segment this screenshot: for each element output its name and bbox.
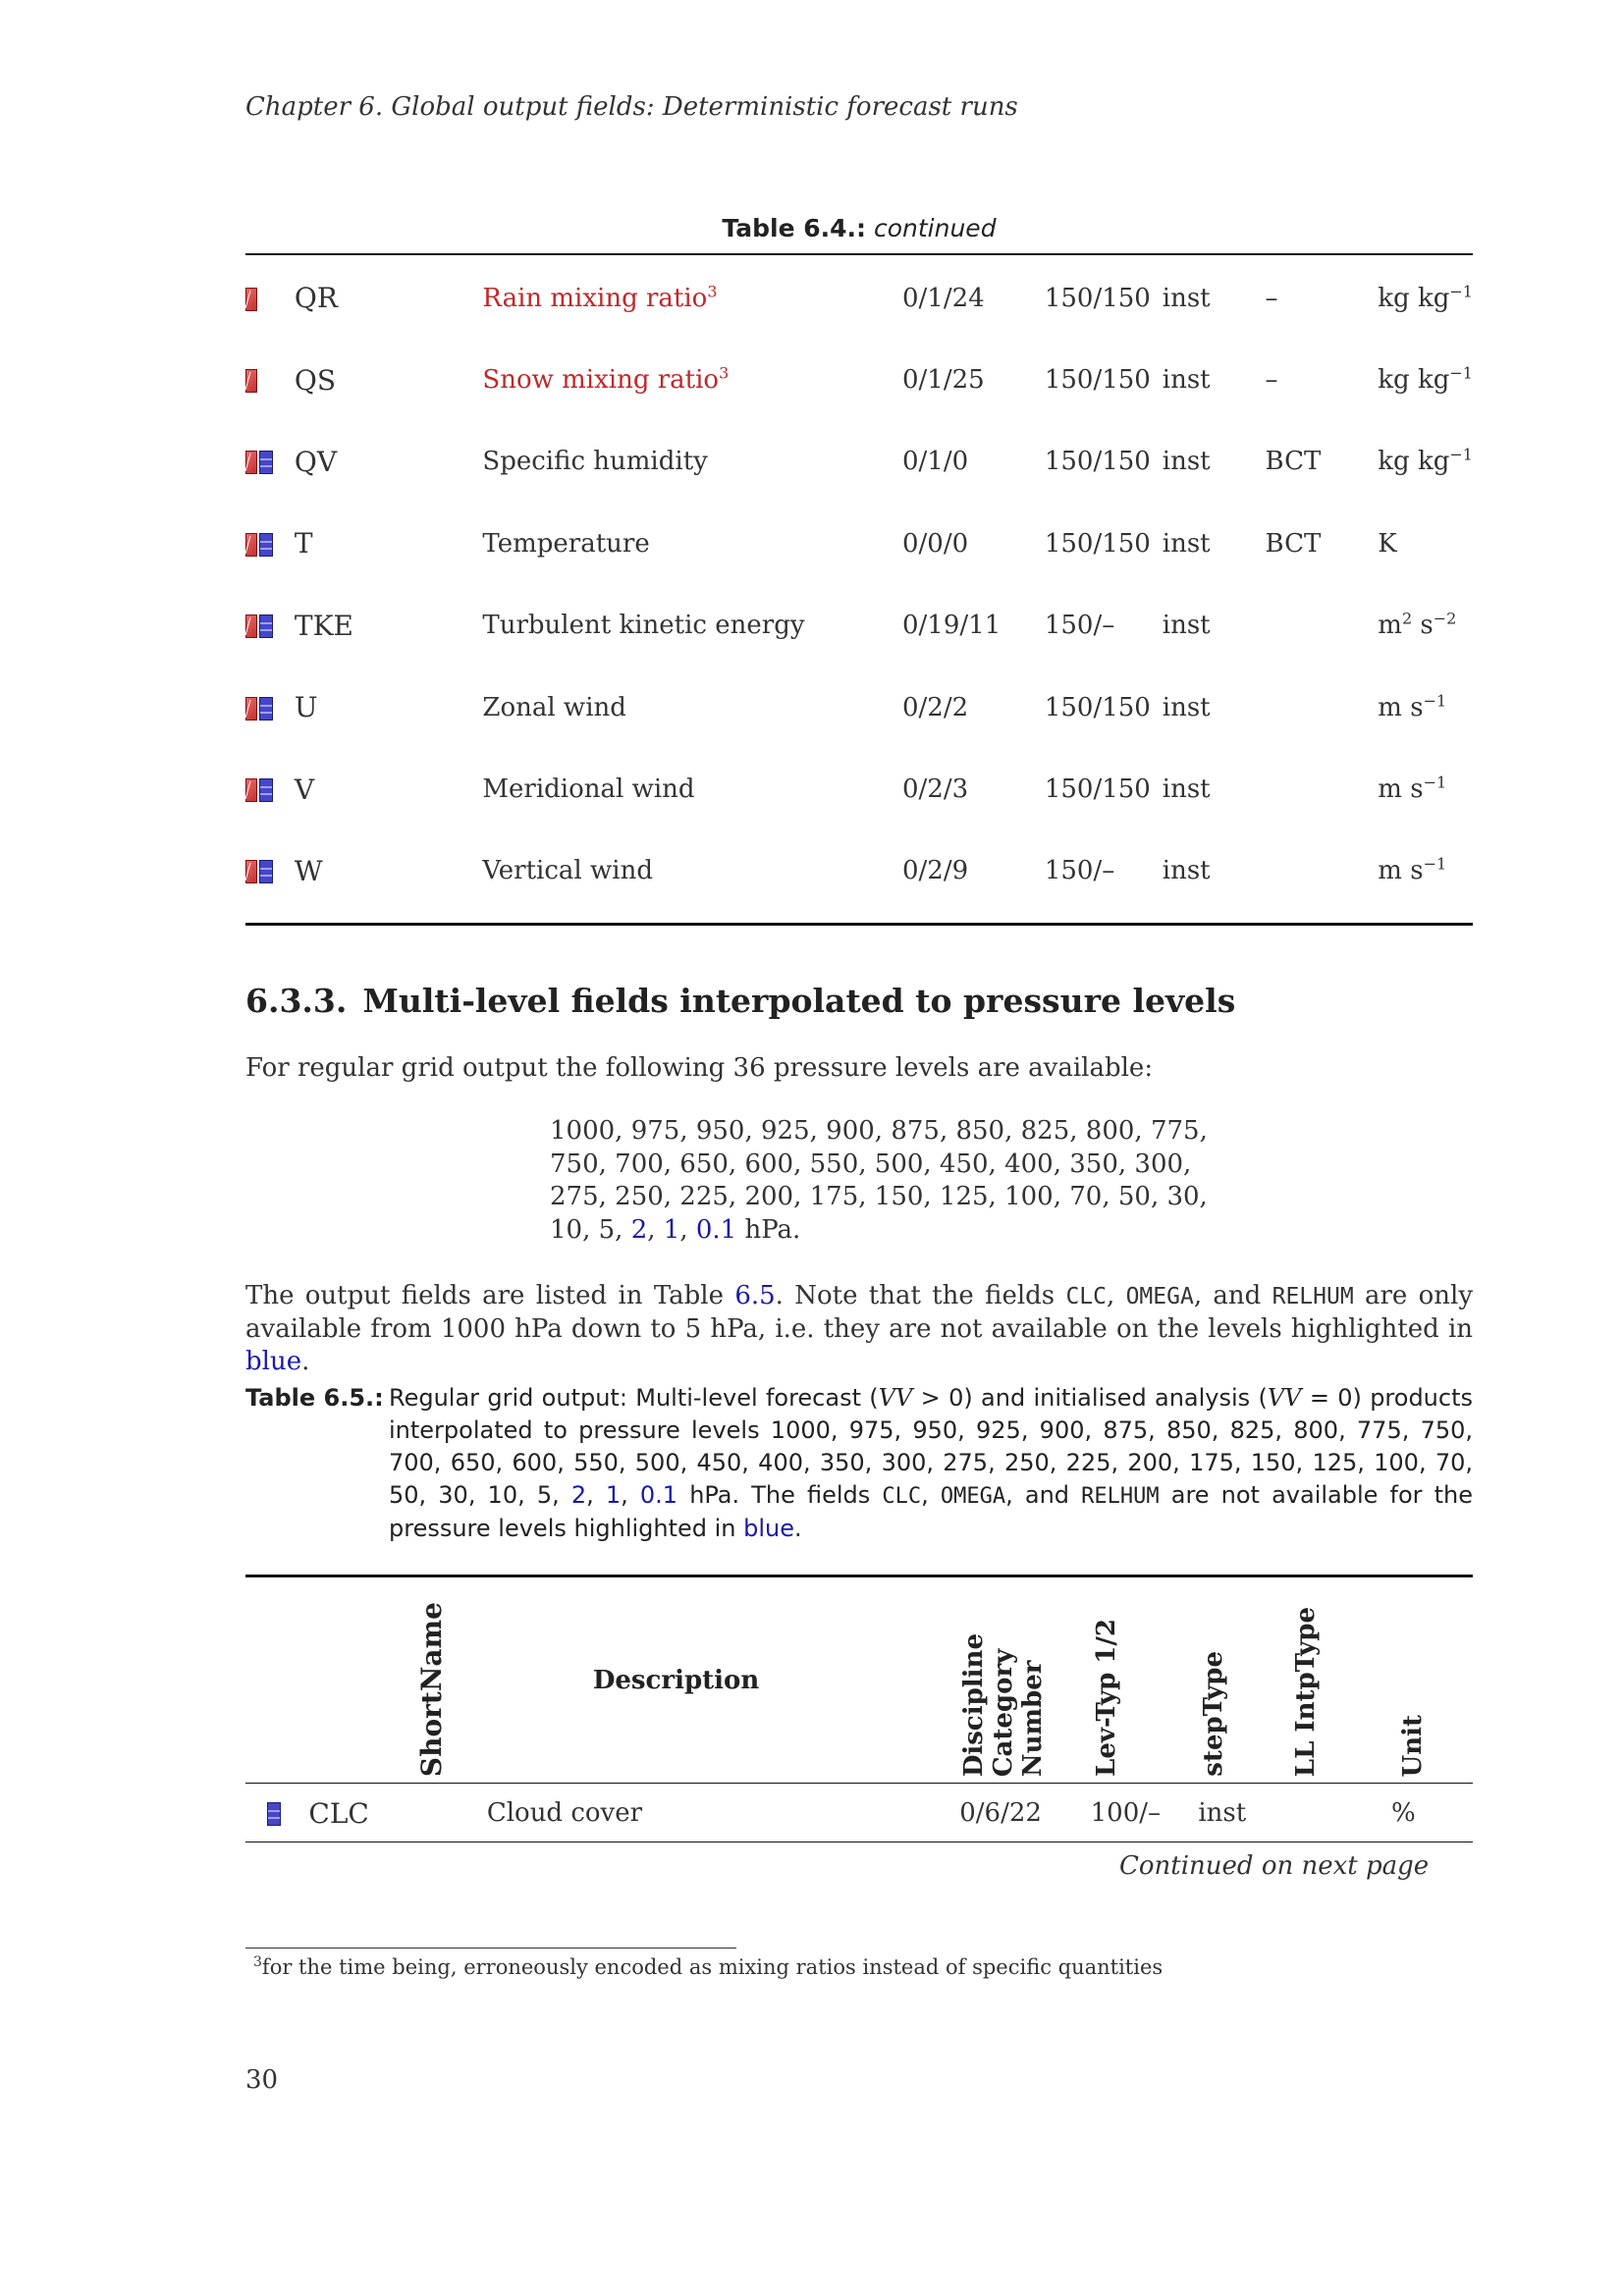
table-row [245,339,1473,420]
intptype-cell: BCT [1265,528,1322,559]
icon-cell [245,421,295,503]
icon-cell [245,748,295,829]
description-text: Zonal wind [482,692,626,722]
product-availability-icon [245,778,273,802]
unit-exponent: −2 [1433,609,1457,628]
intptype-cell: – [1265,365,1278,396]
text: . [301,1347,310,1376]
intptype-cell: BCT [1265,447,1322,477]
header-unit-text: Unit [1397,1714,1428,1777]
unit-base: m [1378,611,1402,641]
table-row [245,748,1473,829]
grib-code-cell: 0/2/2 [902,692,969,722]
shortname-cell: W [294,854,323,887]
description-text: Meridional wind [482,774,695,805]
description-cell [482,421,902,503]
text: , [1107,1281,1126,1310]
level-link[interactable]: 1 [605,1481,622,1509]
forecast-icon [259,778,273,802]
header-category-text: Category [989,1648,1019,1777]
header-spacer [245,1577,308,1784]
table-6-4-bottom-rule [245,923,1473,926]
text: are not available for the pressure levels highlighted in [389,1481,1474,1542]
header-steptype [1198,1577,1289,1784]
footnote-mark: 3 [253,1954,262,1970]
icon-cell [245,667,295,748]
unit-base: K [1378,528,1397,559]
levtyp-cell: 150/150 [1044,283,1151,313]
field-name: CLC [882,1484,922,1509]
description-cell[interactable] [482,257,902,339]
intro-paragraph: For regular grid output the following 36 pressure levels are available: [245,1053,1154,1083]
grib-code-cell: 0/6/22 [959,1798,1042,1828]
unit-base: kg kg [1378,365,1450,396]
header-description [487,1577,959,1784]
intptype-cell [1266,830,1379,912]
unit-exponent: 2 [1401,609,1413,628]
footnote-ref[interactable]: 3 [719,363,730,383]
field-name: OMEGA [940,1484,1006,1509]
intptype-cell [1266,748,1379,829]
description-text: Temperature [482,528,650,559]
unit-cell [1378,667,1473,748]
unit-exponent: −1 [1449,445,1473,464]
blue-word: blue [743,1515,795,1542]
intptype-cell [1290,1784,1385,1842]
header-steptype-text: stepType [1199,1651,1229,1777]
steptype-cell: inst [1162,283,1211,313]
table-row [245,830,1473,912]
table-row [245,503,1473,584]
product-availability-icon [245,860,273,883]
levels-line: 1000, 975, 950, 925, 900, 875, 850, 825, 800, 775, [550,1116,1208,1146]
unit-base: kg kg [1378,447,1450,477]
table-6-4-top-rule [245,253,1473,255]
footnote [253,1955,1163,1979]
unit-base: kg kg [1378,283,1450,313]
header-discipline-text: Discipline [959,1632,990,1777]
analysis-icon [245,697,257,721]
levels-text: 10, 5, [550,1214,631,1245]
analysis-icon [245,451,257,474]
text: , [621,1481,640,1509]
unit-cell [1378,257,1473,339]
levtyp-cell: 150/150 [1044,528,1151,559]
levels-line [550,1214,1208,1248]
product-availability-icon [245,288,257,311]
grib-code-cell: 0/1/24 [902,283,985,313]
text: hPa. The fields [677,1481,883,1509]
analysis-icon [245,778,257,802]
intptype-cell [1266,667,1379,748]
levtyp-cell: 100/– [1090,1798,1162,1828]
icon-cell [245,503,295,584]
description-text: Snow mixing ratio [482,365,720,396]
product-availability-icon [245,533,273,557]
description-cell [482,830,902,912]
footnote-text: for the time being, erroneously encoded as mixing ratios instead of specific quantities [261,1955,1164,1979]
table-6-5-body [245,1784,1473,1842]
unit-cell [1378,748,1473,829]
unit-cell [1378,339,1473,420]
forecast-icon [259,451,273,474]
description-text: Vertical wind [482,856,653,886]
header-intptype-text: LL IntpType [1290,1606,1321,1777]
unit-base: m s [1378,856,1424,886]
page-number: 30 [245,2065,279,2095]
table-row [245,257,1473,339]
description-text: Specific humidity [482,447,708,477]
levtyp-cell: 150/150 [1044,447,1151,477]
math-var: VV [878,1384,913,1412]
text: , and [1193,1281,1272,1310]
steptype-cell: inst [1162,447,1211,477]
unit-exponent: −1 [1423,690,1447,710]
forecast-icon [259,614,273,638]
description-cell[interactable] [482,339,902,420]
grib-code-cell: 0/19/11 [902,611,1001,641]
field-name: OMEGA [1125,1284,1194,1309]
text: , [921,1481,941,1509]
levels-sep: , [679,1214,696,1245]
text: . Note that the fields [775,1281,1066,1310]
levtyp-cell: 150/150 [1044,774,1151,805]
steptype-cell: inst [1162,365,1211,396]
unit-cell [1378,421,1473,503]
text: , [586,1481,606,1509]
shortname-cell: T [294,527,313,561]
levels-line: 275, 250, 225, 200, 175, 150, 125, 100, 70, 50, 30, [550,1182,1208,1211]
product-availability-icon [245,697,273,721]
table-6-5-label: Table 6.5.: [245,1384,384,1412]
description-text: Turbulent kinetic energy [482,611,805,641]
pressure-levels-list [550,1115,1208,1247]
table-header-row [245,1577,1473,1784]
icon-cell [245,830,295,912]
steptype-cell: inst [1162,856,1211,886]
text: The output fields are listed in Table [245,1281,735,1310]
header-shortname-text: ShortName [415,1601,449,1777]
text: = 0) products interpolated to pressure levels 1000, 975, 950, 925, 900, 875, 850, 825, 800, 775, 750, 700, 650, 600, 550, 500, 450, 400, 350, 300, 275, 250, 225, 200, 175, 150, 125, 100, 70, 50, 30, 10, 5, [389,1384,1474,1509]
levtyp-cell: 150/– [1044,611,1115,641]
steptype-cell: inst [1162,611,1211,641]
icon-cell [245,1784,308,1842]
table-row [245,1784,1473,1842]
shortname-cell: CLC [308,1796,369,1830]
intptype-cell [1266,585,1379,667]
levels-unit: hPa. [736,1214,801,1245]
analysis-icon [245,288,257,311]
description-cell [482,585,902,667]
unit-base: m s [1378,774,1424,805]
level-link[interactable]: 0.1 [639,1481,678,1509]
grib-code-cell: 0/2/9 [902,856,969,886]
analysis-icon [245,860,257,883]
icon-cell [245,257,295,339]
table-6-4-body [245,257,1473,912]
description-text: Rain mixing ratio [482,283,708,313]
product-availability-icon [267,1802,281,1826]
level-link[interactable]: 0.1 [695,1214,737,1245]
levtyp-cell: 150/– [1044,856,1115,886]
description-cell [482,667,902,748]
intptype-cell: – [1265,283,1278,313]
table-6-5-header-rule [245,1783,1473,1784]
unit-cell: % [1390,1798,1416,1828]
grib-code-cell: 0/2/3 [902,774,969,805]
header-levtyp-text: Lev-Typ 1/2 [1091,1619,1121,1777]
table-row [245,421,1473,503]
grib-code-cell: 0/1/25 [902,365,985,396]
table-6-4 [245,257,1473,912]
levtyp-cell: 150/150 [1044,692,1151,722]
header-intptype [1290,1577,1385,1784]
running-head: Chapter 6. Global output fields: Deterministic forecast runs [245,92,1018,122]
text: Regular grid output: Multi-level forecast ( [389,1384,879,1412]
analysis-icon [245,614,257,638]
level-link[interactable]: 2 [570,1481,587,1509]
table-6-5-caption-body [389,1382,1473,1545]
levtyp-cell: 150/150 [1044,365,1151,396]
unit-cell [1378,585,1473,667]
shortname-cell: U [294,691,318,724]
header-description-text: Description [592,1666,760,1695]
continued-on-next-page: Continued on next page [1119,1851,1430,1881]
header-discipline [959,1577,1090,1784]
table-6-4-continued: continued [873,214,997,242]
level-link[interactable]: 2 [630,1214,648,1245]
icon-cell [245,585,295,667]
shortname-cell: TKE [294,609,353,642]
product-availability-icon [245,614,273,638]
description-cell [482,748,902,829]
table-6-4-caption [245,214,1473,242]
text: , and [1005,1481,1082,1509]
text: are only available from 1000 hPa down to 5 hPa, i.e. they are not available on the levels highlighted in [245,1281,1474,1344]
footnote-rule [245,1948,736,1949]
section-number: 6.3.3. [245,982,348,1020]
description-cell: Cloud cover [486,1798,643,1828]
unit-exponent: −1 [1423,854,1447,874]
blue-word: blue [245,1347,302,1376]
section-heading [245,982,1235,1020]
grib-code-cell: 0/1/0 [902,447,969,477]
shortname-cell: V [294,773,315,806]
unit-base: m s [1378,692,1424,722]
level-link[interactable]: 1 [663,1214,680,1245]
steptype-cell: inst [1198,1798,1247,1828]
header-levtyp [1091,1577,1199,1784]
product-availability-icon [245,451,273,474]
field-name: RELHUM [1272,1284,1354,1309]
product-availability-icon [245,369,257,393]
field-name: CLC [1065,1284,1107,1309]
steptype-cell: inst [1162,774,1211,805]
steptype-cell: inst [1162,528,1211,559]
grib-code-cell: 0/0/0 [902,528,969,559]
forecast-icon [267,1802,281,1826]
unit-exponent: −1 [1449,282,1473,301]
unit-exponent: −1 [1449,363,1473,383]
analysis-icon [245,369,257,393]
table-6-5 [245,1577,1473,1842]
steptype-cell: inst [1162,692,1211,722]
table-row [245,585,1473,667]
forecast-icon [259,533,273,557]
table-6-5-caption [245,1382,1473,1545]
analysis-icon [245,533,257,557]
field-name: RELHUM [1081,1484,1160,1509]
header-shortname [308,1577,486,1784]
shortname-cell: QS [294,363,337,397]
text: . [794,1515,802,1542]
table-6-4-label: Table 6.4.: [722,214,867,242]
unit-cell [1378,503,1473,584]
fields-paragraph [245,1280,1473,1378]
footnote-ref[interactable]: 3 [707,282,718,301]
math-var: VV [1267,1384,1302,1412]
header-number-text: Number [1018,1660,1049,1777]
unit-base: s [1412,611,1434,641]
levels-line: 750, 700, 650, 600, 550, 500, 450, 400, 350, 300, [550,1148,1192,1179]
table-ref-link[interactable]: 6.5 [734,1281,776,1310]
section-title: Multi-level fields interpolated to pressure levels [362,982,1236,1020]
header-unit [1385,1577,1473,1784]
levels-sep: , [647,1214,664,1245]
table-row [245,667,1473,748]
forecast-icon [259,860,273,883]
shortname-cell: QR [294,282,338,315]
icon-cell [245,339,295,420]
unit-exponent: −1 [1423,773,1447,792]
forecast-icon [259,697,273,721]
shortname-cell: QV [294,445,338,478]
unit-cell [1378,830,1473,912]
description-cell [482,503,902,584]
text: > 0) and initialised analysis ( [912,1384,1268,1412]
